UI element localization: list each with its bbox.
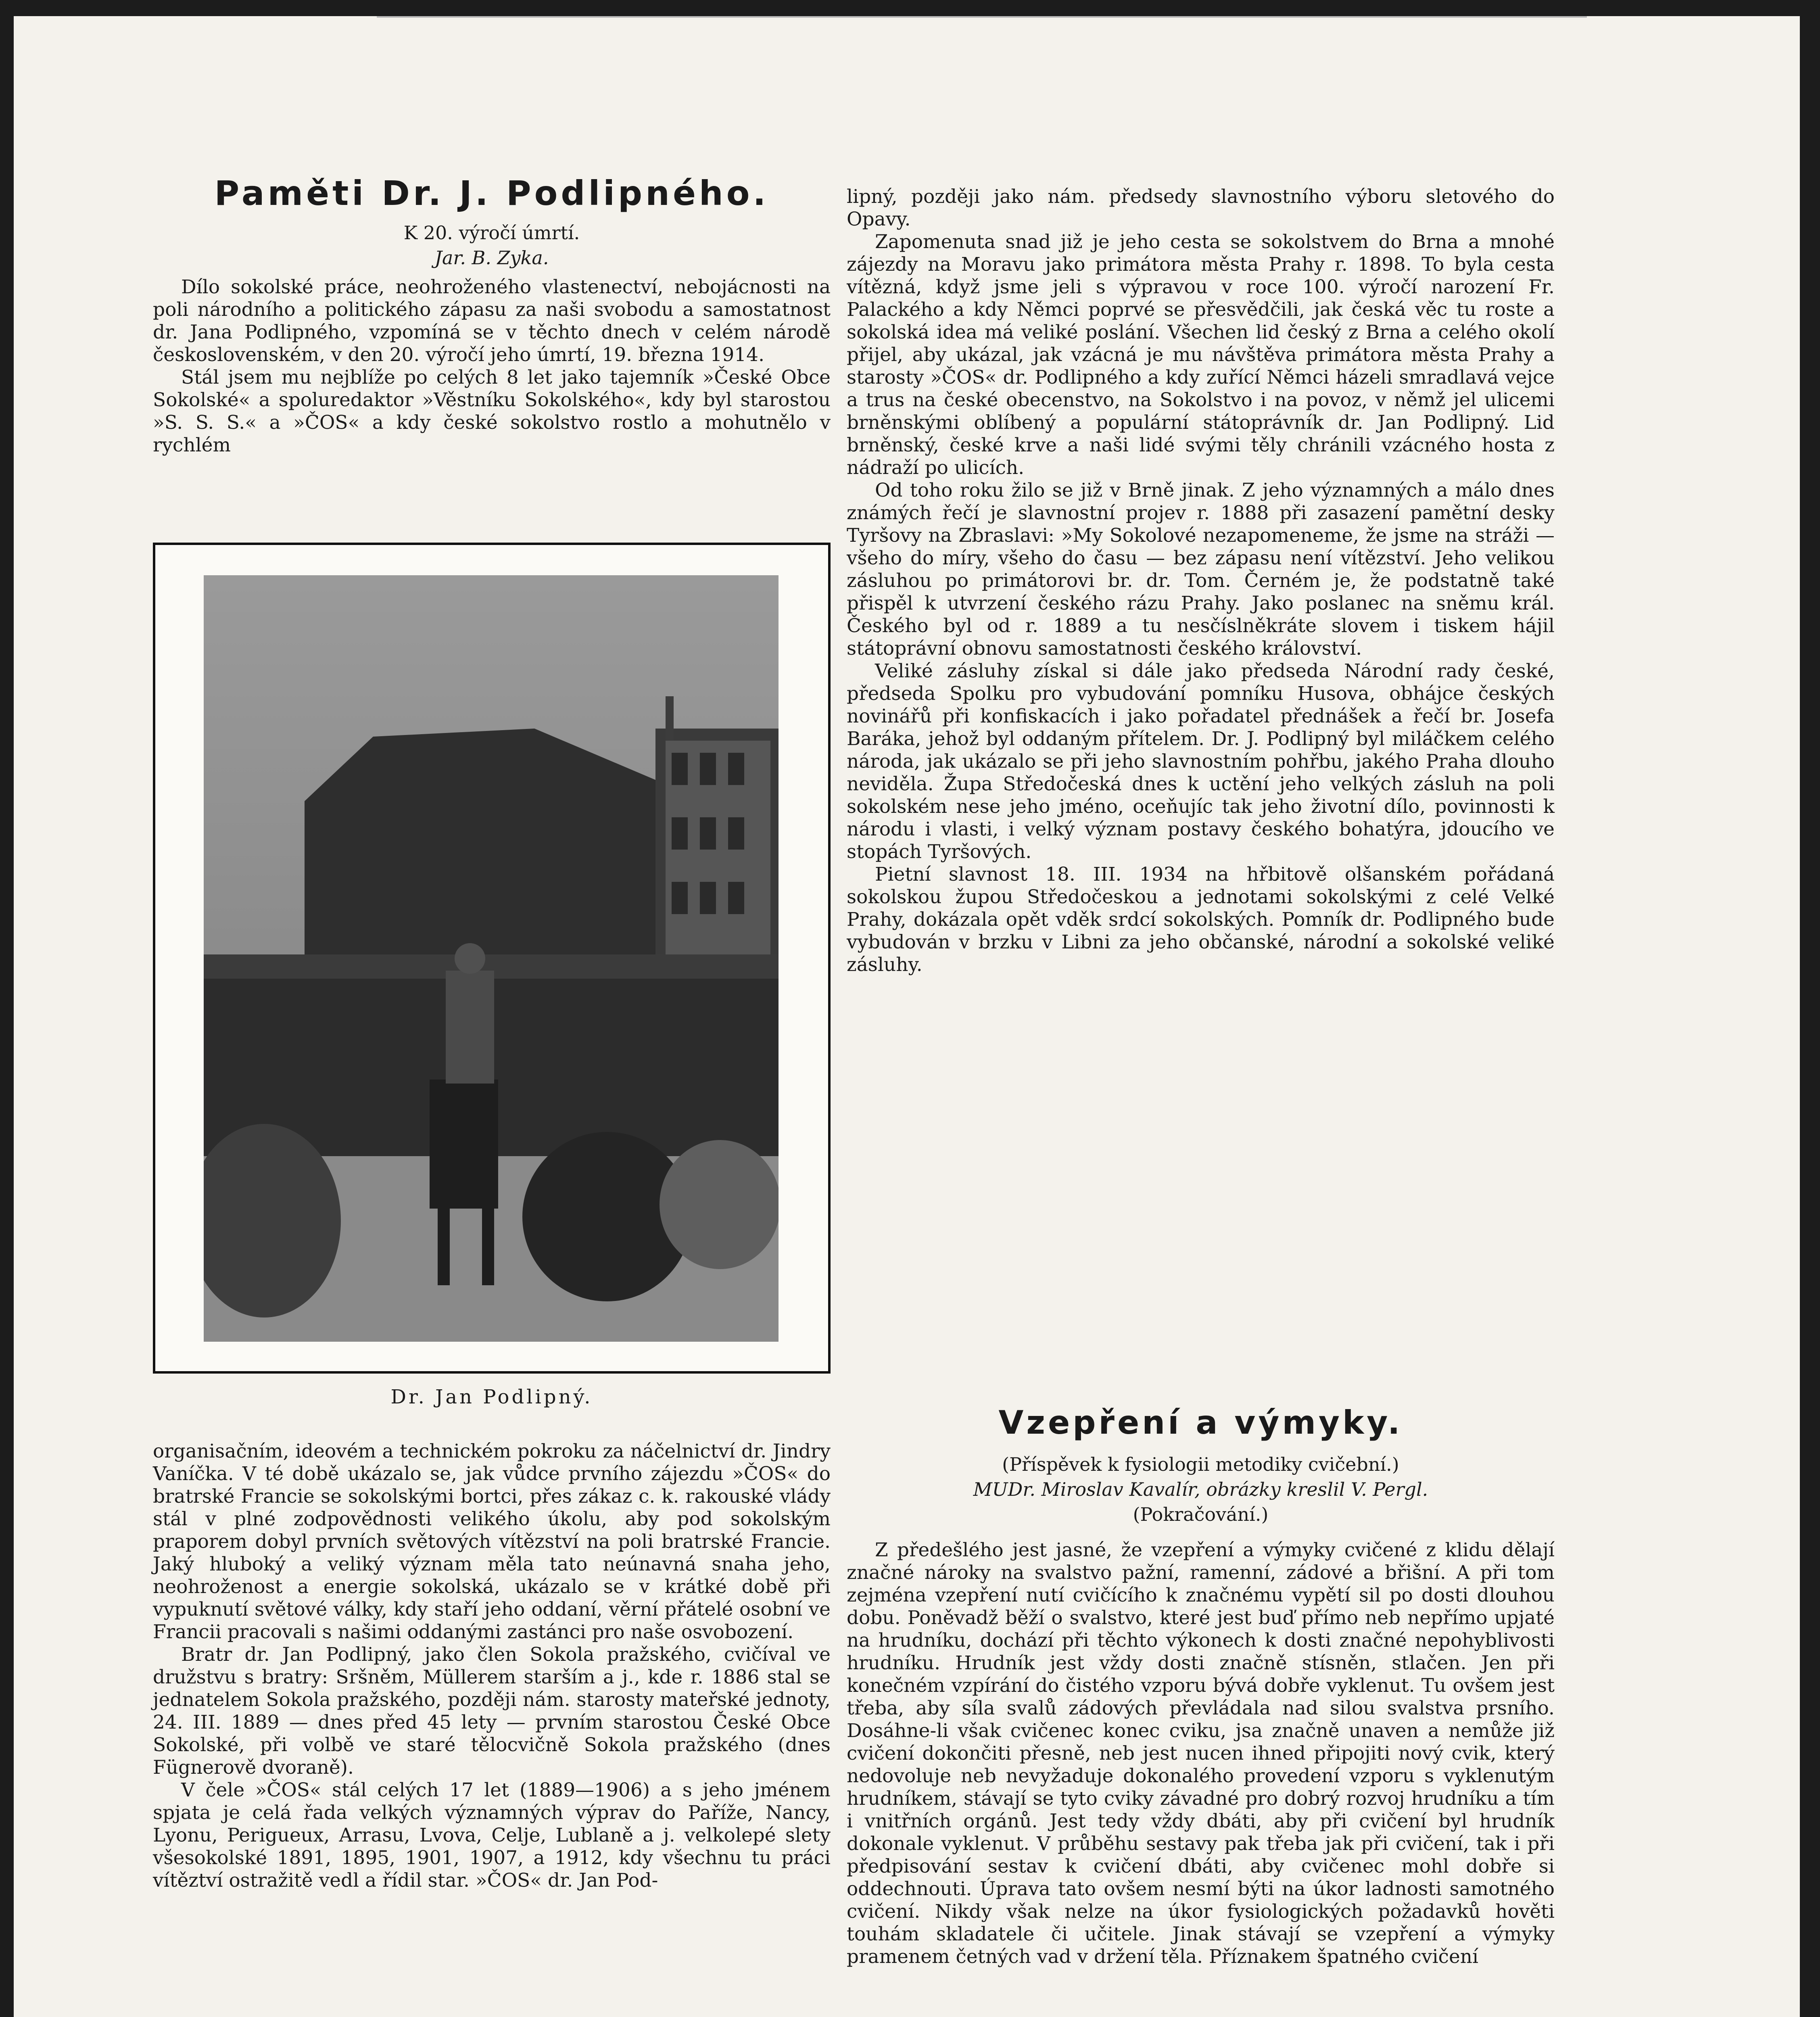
article-1-continuation bbox=[153, 1440, 831, 1892]
paragraph: lipný, později jako nám. předsedy slavnostního výboru sletového do Opavy. bbox=[847, 186, 1555, 230]
article-2-author: MUDr. Miroslav Kavalír, obrázky kreslil V. Pergl. bbox=[973, 1478, 1428, 1500]
article-2 bbox=[847, 1404, 1555, 1968]
document-page bbox=[14, 16, 1800, 2017]
paragraph: Bratr dr. Jan Podlipný, jako člen Sokola pražského, cvičíval ve družstvu s bratry: Sršněm, Müllerem starším a j., kde r. 1886 stal se jednatelem Sokola pražského, později nám. starosty mateřské jednoty, 24. III. 1889 — dnes před 45 lety — prvním starostou České Obce Sokolské, při volbě ve staré tělocvičně Sokola pražského (dnes Fügnerově dvoraně). bbox=[153, 1643, 831, 1779]
photo-caption: Dr. Jan Podlipný. bbox=[390, 1386, 593, 1408]
photo-jan-podlipny-on-horseback bbox=[204, 575, 779, 1342]
paragraph: Z předešlého jest jasné, že vzepření a výmyky cvičené z klidu dělají značné nároky na svalstvo pažní, ramenní, zádové a břišní. A při tom zejména vzepření nutí cvičícího k značnému vypětí sil po dosti dlouhou dobu. Poněvadž běží o svalstvo, které jest buď přímo neb nepřímo upjaté na hrudníku, dochází při těchto výkonech k dosti značné nepohyblivosti hrudníku. Hrudník jest vždy dosti značně stísněn, stlačen. Jen při konečném vzpírání do čistého vzporu bývá dobře vyklenut. Tu ovšem jest třeba, aby síla svalů zádových převládala nad silou svalstva prsního. Dosáhne-li však cvičenec konec cviku, jsa značně unaven a nemůže již cvičení dokončiti přesně, neb jest nucen ihned připojiti nový cvik, který nedovoluje neb nevyžaduje dokonalého provedení vzporu s vyklenutým hrudníkem, stávají se tyto cviky závadné pro dobrý rozvoj hrudníku a tím i vnitřních orgánů. Jest tedy vždy dbáti, aby při cvičení byl hrudník dokonale vyklenut. V průběhu sestavy pak třeba jak při cvičení, tak i při předpisování sestav k cvičení dbáti, aby cvičenec mohl dobře si oddechnouti. Úprava tato ovšem nesmí býti na úkor ladnosti samotného cvičení. Nikdy však nelze na úkor fysiologických požadavků hověti touhám skladatele či učitele. Jinak stávají se vzepření a výmyky pramenem četných vad v držení těla. Příznakem špatného cvičení bbox=[847, 1539, 1555, 1968]
article-1-title: Paměti Dr. J. Podlipného. bbox=[214, 173, 769, 213]
article-2-continued-note: (Pokračování.) bbox=[1133, 1503, 1269, 1525]
paragraph: organisačním, ideovém a technickém pokroku za náčelnictví dr. Jindry Vaníčka. V té době ukázalo se, jak vůdce prvního zájezdu »ČOS« do bratrské Francie se sokolskými bortci, přes zákaz c. k. rakouské vlády stál v plné zodpovědnosti velikého úkolu, aby pod sokolským praporem dobyl prvních světových vítězství na poli bratrské Francie. Jaký hluboký a veliký význam měla tato neúnavná snaha jeho, neohroženost a energie sokolská, ukázalo se v krátké době při vypuknutí světové války, kdy staří jeho oddaní, věrní přátelé osobní ve Francii pracovali s našimi oddanými zastánci pro naše osvobození. bbox=[153, 1440, 831, 1643]
paragraph: Veliké zásluhy získal si dále jako předseda Národní rady české, předseda Spolku pro vybudování pomníku Husova, obhájce českých novinářů při konfiskacích i jako pořadatel přednášek a řečí br. Josefa Baráka, jehož byl oddaným přítelem. Dr. J. Podlipný byl miláčkem celého národa, jak ukázalo se při jeho slavnostním pohřbu, jakého Praha dlouho neviděla. Župa Středočeská dnes k uctění jeho velkých zásluh na poli sokolském nese jeho jméno, oceňujíc tak jeho životní dílo, povinnosti k národu i vlasti, i velký význam postavy českého bohatýra, jdoucího ve stopách Tyršových. bbox=[847, 660, 1555, 863]
paragraph: V čele »ČOS« stál celých 17 let (1889—1906) a s jeho jménem spjata je celá řada velkých významných výprav do Paříže, Nancy, Lyonu, Perigueux, Arrasu, Lvova, Celje, Lublaně a j. velkolepé slety všesokolské 1891, 1895, 1901, 1907, a 1912, kdy všechnu tu práci vítěztví ostražitě vedl a řídil star. »ČOS« dr. Jan Pod- bbox=[153, 1779, 831, 1892]
article-1-subtitle: K 20. výročí úmrtí. bbox=[403, 222, 580, 244]
article-1-author: Jar. B. Zyka. bbox=[434, 247, 549, 269]
photo-frame bbox=[153, 543, 831, 1374]
paragraph: Pietní slavnost 18. III. 1934 na hřbitově olšanském pořádaná sokolskou župou Středočeskou a jednotami sokolskými z celé Velké Prahy, dokázala opět vděk srdcí sokolských. Pomník dr. Podlipného bude vybudován v brzku v Libni za jeho občanské, národní a sokolské veliké zásluhy. bbox=[847, 863, 1555, 976]
scan-edge-line bbox=[377, 16, 1587, 18]
article-2-subtitle: (Příspěvek k fysiologii metodiky cvičební.) bbox=[1002, 1453, 1399, 1475]
paragraph: Stál jsem mu nejblíže po celých 8 let jako tajemník »České Obce Sokolské« a spoluredaktor »Věstníku Sokolského«, kdy byl starostou »S. S. S.« a »ČOS« a kdy české sokolstvo rostlo a mohutnělo v rychlém bbox=[153, 366, 831, 456]
paragraph: Dílo sokolské práce, neohroženého vlastenectví, nebojácnosti na poli národního a politického zápasu za naši svobodu a samostatnost dr. Jana Podlipného, vzpomíná se v těchto dnech v celém národě československém, v den 20. výročí jeho úmrtí, 19. března 1914. bbox=[153, 276, 831, 366]
article-2-title: Vzepření a výmyky. bbox=[998, 1404, 1403, 1441]
article-1-intro bbox=[153, 173, 831, 457]
article-1-right-column bbox=[847, 186, 1555, 976]
paragraph: Zapomenuta snad již je jeho cesta se sokolstvem do Brna a mnohé zájezdy na Moravu jako primátora města Prahy r. 1898. To byla cesta vítězná, když jsme jeli s výpravou v roce 100. výročí narození Fr. Palackého a kdy Němci poprvé se přesvědčili, jak česká věc tu roste a sokolská idea má veliké poslání. Všechen lid český z Brna a celého okolí přijel, aby ukázal, jak vzácná je mu návštěva primátora města Prahy a starosty »ČOS« dr. Podlipného a kdy zuřící Němci házeli smradlavá vejce a trus na české obecenstvo, na Sokolstvo i na povoz, v němž jel ulicemi brněnskými oblíbený a populární státoprávník dr. Jan Podlipný. Lid brněnský, české krve a naši lidé svými těly chránili vzácného hosta z nádraží po ulicích. bbox=[847, 231, 1555, 479]
paragraph: Od toho roku žilo se již v Brně jinak. Z jeho významných a málo dnes známých řečí je slavnostní projev r. 1888 při zasazení pamětní desky Tyršovy na Zbraslavi: »My Sokolové nezapomeneme, že jsme na stráži — všeho do míry, všeho do času — bez zápasu není vítězství. Jeho velikou zásluhou po primátorovi br. dr. Tom. Černém je, že podstatně také přispěl k utvrzení českého rázu Prahy. Jako poslanec na sněmu král. Českého byl od r. 1889 a tu nesčíslněkráte slovem i tiskem hájil státoprávní obnovu samostatnosti českého království. bbox=[847, 479, 1555, 660]
